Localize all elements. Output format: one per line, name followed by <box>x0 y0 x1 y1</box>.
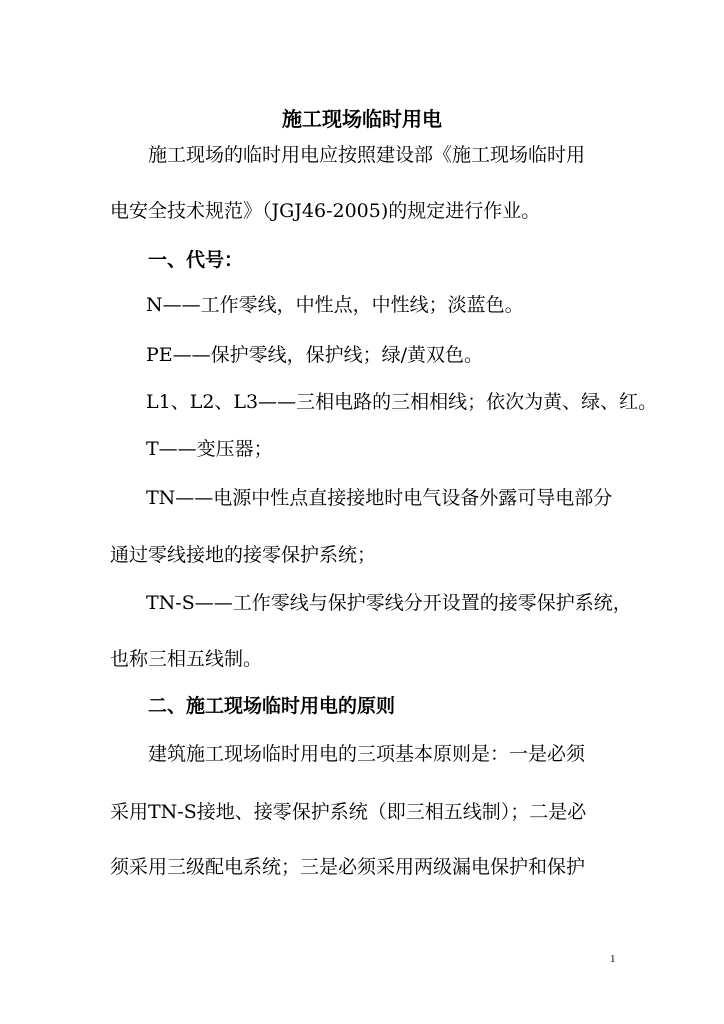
definition-tn-line-1: TN——电源中性点直接接地时电气设备外露可导电部分 <box>146 487 613 509</box>
definition-n: N——工作零线，中性点，中性线；淡蓝色。 <box>146 294 524 316</box>
intro-paragraph-line-1: 施工现场的临时用电应按照建设部《施工现场临时用 <box>148 144 586 166</box>
section-heading-codes: 一、代号： <box>148 249 244 271</box>
page-number: 1 <box>610 953 616 965</box>
definition-tn-s-line-1: TN-S——工作零线与保护零线分开设置的接零保护系统， <box>146 592 632 614</box>
principle-paragraph-line-1: 建筑施工现场临时用电的三项基本原则是：一是必须 <box>148 743 586 765</box>
definition-tn-s-line-2: 也称三相五线制。 <box>110 648 263 670</box>
intro-paragraph-line-2: 电安全技术规范》（JGJ46-2005)的规定进行作业。 <box>110 200 541 222</box>
definition-pe: PE——保护零线，保护线；绿/黄双色。 <box>146 344 484 366</box>
section-heading-principles: 二、施工现场临时用电的原则 <box>148 695 396 717</box>
definition-t: T——变压器； <box>146 438 273 460</box>
document-title: 施工现场临时用电 <box>282 107 442 131</box>
definition-l1-l2-l3: L1、L2、L3——三相电路的三相相线；依次为黄、绿、红。 <box>146 391 658 413</box>
principle-paragraph-line-2: 采用TN-S接地、接零保护系统（即三相五线制）；二是必 <box>110 801 587 823</box>
definition-tn-line-2: 通过零线接地的接零保护系统； <box>110 544 377 566</box>
principle-paragraph-line-3: 须采用三级配电系统；三是必须采用两级漏电保护和保护 <box>110 856 586 878</box>
